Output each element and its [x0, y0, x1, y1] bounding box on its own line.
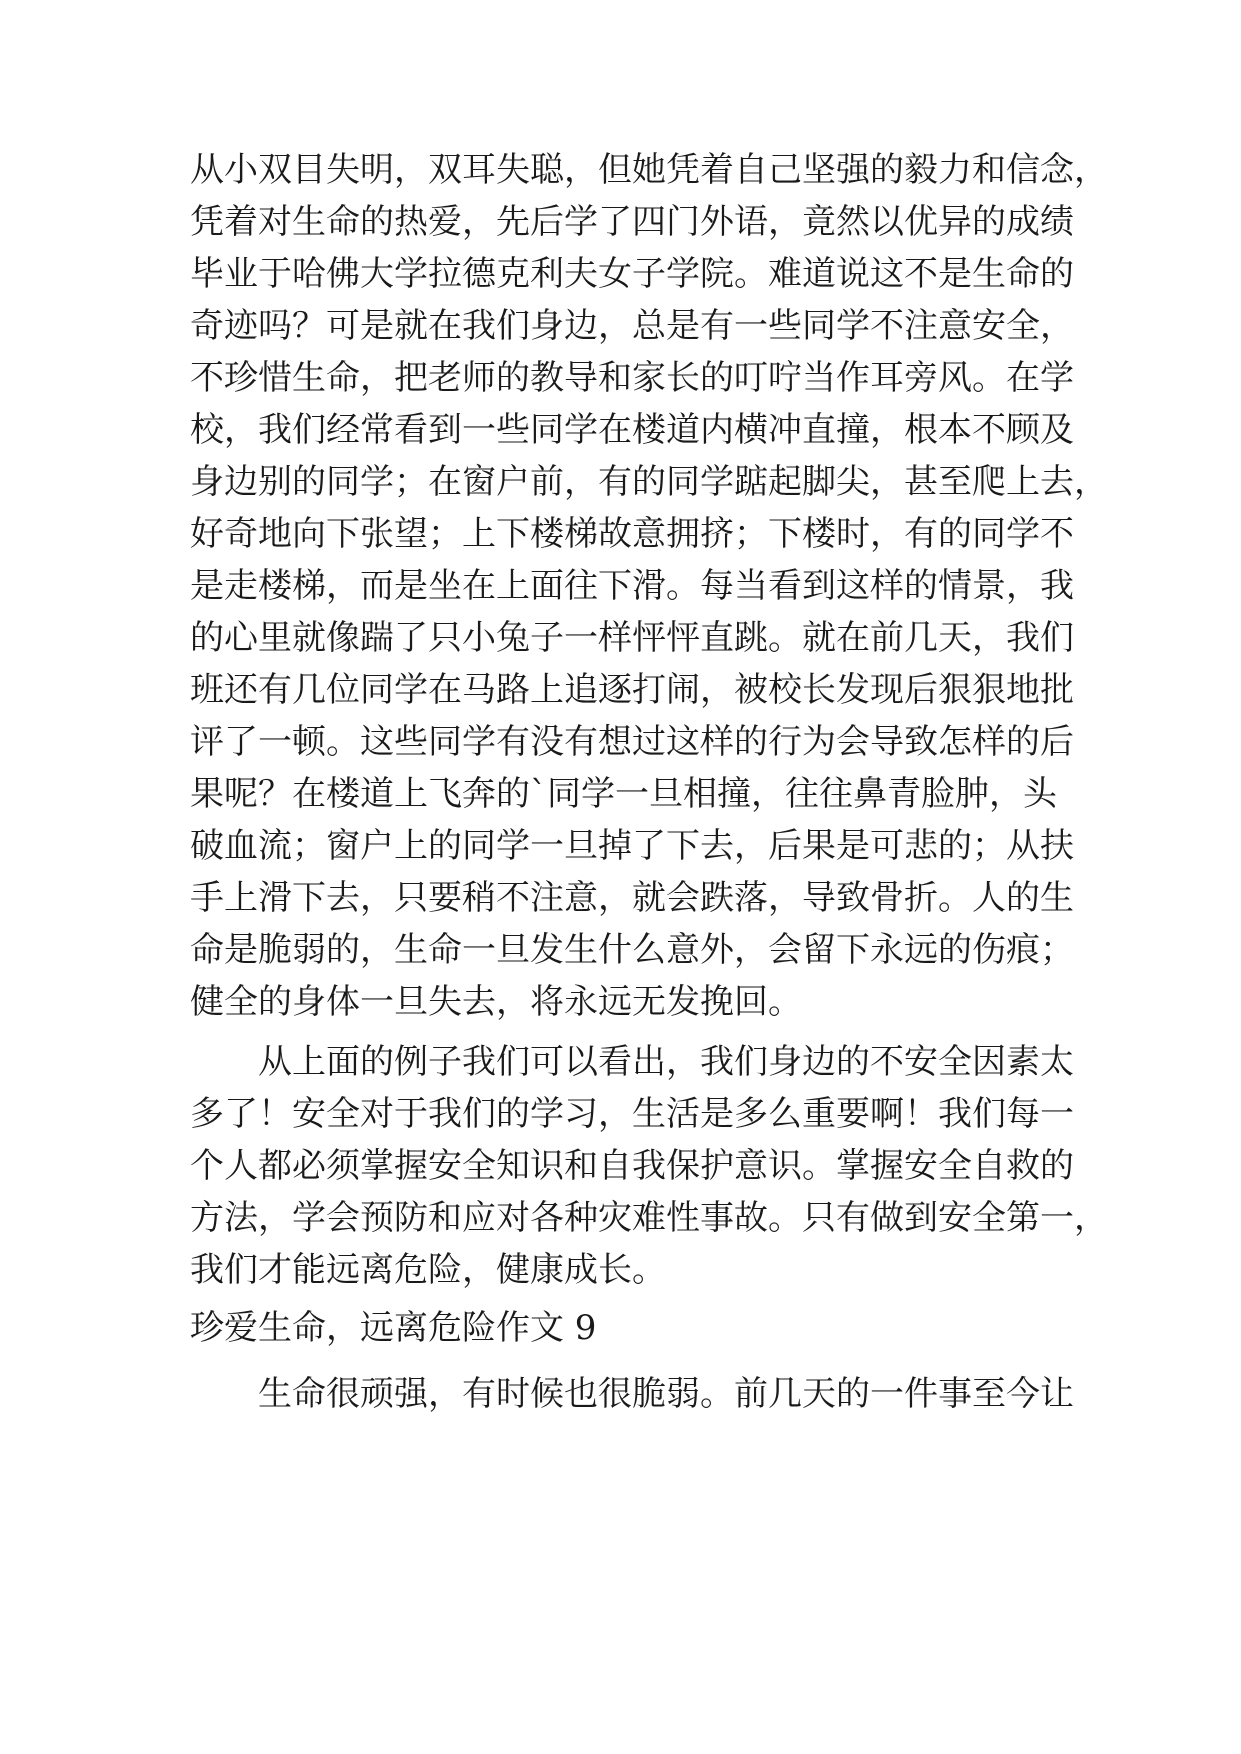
- paragraph-2-line: 个人都必须掌握安全知识和自我保护意识。掌握安全自救的: [190, 1146, 1074, 1186]
- paragraph-1-line: 健全的身体一旦失去，将永远无发挽回。: [190, 982, 802, 1022]
- paragraph-2-line: 多了！安全对于我们的学习，生活是多么重要啊！我们每一: [190, 1094, 1074, 1134]
- paragraph-1-line: 班还有几位同学在马路上追逐打闹，被校长发现后狠狠地批: [190, 670, 1074, 710]
- paragraph-1-line: 从小双目失明，双耳失聪，但她凭着自己坚强的毅力和信念，: [190, 150, 1108, 190]
- paragraph-1-line: 不珍惜生命，把老师的教导和家长的叮咛当作耳旁风。在学: [190, 358, 1074, 398]
- paragraph-1-line: 毕业于哈佛大学拉德克利夫女子学院。难道说这不是生命的: [190, 254, 1074, 294]
- paragraph-3-line: 生命很顽强，有时候也很脆弱。前几天的一件事至今让: [258, 1374, 1074, 1414]
- paragraph-1-line: 评了一顿。这些同学有没有想过这样的行为会导致怎样的后: [190, 722, 1074, 762]
- paragraph-1-line: 果呢？在楼道上飞奔的`同学一旦相撞，往往鼻青脸肿，头: [190, 774, 1057, 814]
- paragraph-1-line: 的心里就像踹了只小兔子一样怦怦直跳。就在前几天，我们: [190, 618, 1074, 658]
- paragraph-2-line: 方法，学会预防和应对各种灾难性事故。只有做到安全第一，: [190, 1198, 1108, 1238]
- paragraph-1-line: 命是脆弱的，生命一旦发生什么意外，会留下永远的伤痕；: [190, 930, 1074, 970]
- paragraph-1-line: 破血流；窗户上的同学一旦掉了下去，后果是可悲的；从扶: [190, 826, 1074, 866]
- paragraph-1-line: 奇迹吗？可是就在我们身边，总是有一些同学不注意安全，: [190, 306, 1074, 346]
- essay-heading: 珍爱生命，远离危险作文 9: [190, 1308, 597, 1348]
- paragraph-1-line: 校，我们经常看到一些同学在楼道内横冲直撞，根本不顾及: [190, 410, 1074, 450]
- paragraph-2-line: 我们才能远离危险，健康成长。: [190, 1250, 666, 1290]
- paragraph-1-line: 是走楼梯，而是坐在上面往下滑。每当看到这样的情景，我: [190, 566, 1074, 606]
- paragraph-1-line: 身边别的同学；在窗户前，有的同学踮起脚尖，甚至爬上去，: [190, 462, 1108, 502]
- paragraph-1-line: 手上滑下去，只要稍不注意，就会跌落，导致骨折。人的生: [190, 878, 1074, 918]
- paragraph-2-line: 从上面的例子我们可以看出，我们身边的不安全因素太: [258, 1042, 1074, 1082]
- paragraph-1-line: 凭着对生命的热爱，先后学了四门外语，竟然以优异的成绩: [190, 202, 1074, 242]
- paragraph-1-line: 好奇地向下张望；上下楼梯故意拥挤；下楼时，有的同学不: [190, 514, 1074, 554]
